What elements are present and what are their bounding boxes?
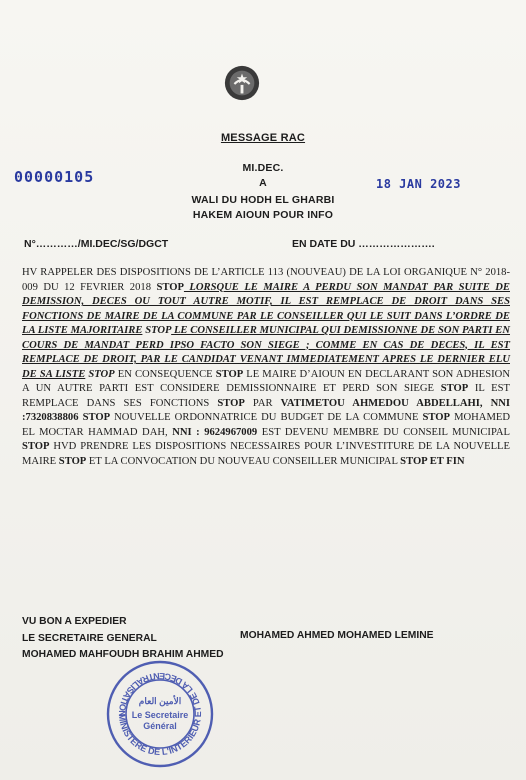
body-text: HVD PRENDRE LES DISPOSITIONS NECESSAIRES POUR L’INVESTITURE DE LA NOUVELLE MAIRE — [22, 441, 510, 467]
body-text: IL EST REMPLACE DANS SES FONCTIONS — [22, 383, 510, 409]
body-text: HV RAPPELER DES DISPOSITIONS DE L’ARTICLE 113 (NOUVEAU) DE LA LOI ORGANIQUE N° 2018-009 DU 12 FEVRIER 2018 — [22, 267, 510, 293]
date-stamp: 18 JAN 2023 — [376, 177, 461, 191]
reference-number: N°…………/MI.DEC/SG/DGCT — [24, 238, 169, 250]
body-emphasis: LORSQUE LE MAIRE A PERDU SON MANDAT PAR SUITE DE DEMISSION, DECES OU TOUT AUTRE MOTIF, IL EST REMPLACE DE DROIT DANS SES FONCTIONS DE MAIRE DE LA COMMUNE PAR LE CONSEILLER QUI LE SUIT DANS L’ORDRE DE LA LISTE MAJORITAIRE — [22, 281, 510, 336]
to-line: A — [259, 177, 267, 189]
body-text: MOHAMED EL MOCTAR HAMMAD DAH, — [22, 412, 510, 438]
recipient-line: WALI DU HODH EL GHARBI — [191, 194, 335, 206]
new-mayor-name: VATIMETOU AHMEDOU ABDELLAHI, NNI :7320838806 — [22, 397, 511, 423]
stop-et-fin: STOP ET FIN — [400, 455, 465, 467]
stop-keyword: STOP — [22, 441, 50, 452]
secretary-title: LE SECRETAIRE GENERAL — [22, 633, 157, 644]
body-text: LE MAIRE D’AIOUN EN DECLARANT SON ADHESION A UN AUTRE PARTI EST CONSIDERE DEMISSIONNAIRE ET PERD SON SIEGE — [22, 368, 510, 394]
stop-keyword: STOP — [78, 412, 111, 423]
document-title: MESSAGE RAC — [220, 132, 306, 144]
cc-line: HAKEM AIOUN POUR INFO — [192, 209, 334, 221]
stop-keyword: STOP — [440, 383, 469, 394]
message-body — [22, 266, 510, 469]
body-text: EN CONSEQUENCE — [114, 368, 216, 380]
body-text: EST DEVENU MEMBRE DU CONSEIL MUNICIPAL — [257, 426, 510, 438]
body-text: ET LA CONVOCATION DU NOUVEAU CONSEILLER MUNICIPAL — [86, 455, 401, 467]
stop-keyword: STOP — [156, 281, 184, 293]
national-emblem-icon — [223, 64, 261, 102]
sender-line: MI.DEC. — [242, 162, 284, 174]
reference-date: EN DATE DU …………………. — [292, 238, 435, 250]
stop-keyword: STOP — [58, 455, 87, 467]
new-councillor-nni: NNI : 9624967009 — [172, 426, 258, 438]
seal-ring-text: MINISTERE DE L'INTERIEUR ET DE LA DECENTRALISATION — [116, 670, 204, 758]
seal-arabic-center: الأمين العام — [138, 696, 182, 706]
registration-number-stamp: 00000105 — [14, 168, 95, 186]
body-emphasis: LE CONSEILLER MUNICIPAL QUI DEMISSIONNE DE SON PARTI EN COURS DE MANDAT PERD IPSO FACTO SON SIEGE ; COMME EN CAS DE DECES, IL EST REMPLACE DE DROIT, PAR LE CANDIDAT VENANT IMMEDIATEMENT APRES LE DERNIER ELU DE SA LISTE — [22, 325, 510, 380]
body-text: PAR — [244, 397, 281, 409]
stop-keyword: STOP — [142, 325, 172, 336]
official-seal-stamp — [104, 658, 216, 770]
approval-line: VU BON A EXPEDIER — [22, 616, 127, 627]
seal-center-line2: Général — [143, 721, 177, 731]
stop-keyword: STOP — [422, 412, 451, 423]
seal-center-line1: Le Secretaire — [131, 710, 189, 720]
stop-keyword: STOP — [215, 368, 244, 380]
body-text: NOUVELLE ORDONNATRICE DU BUDGET DE LA COMMUNE — [110, 412, 423, 423]
minister-name: MOHAMED AHMED MOHAMED LEMINE — [240, 630, 434, 641]
stop-keyword: STOP — [217, 397, 245, 409]
secretary-name: MOHAMED MAHFOUDH BRAHIM AHMED — [22, 649, 224, 660]
stop-keyword: STOP — [85, 368, 115, 380]
